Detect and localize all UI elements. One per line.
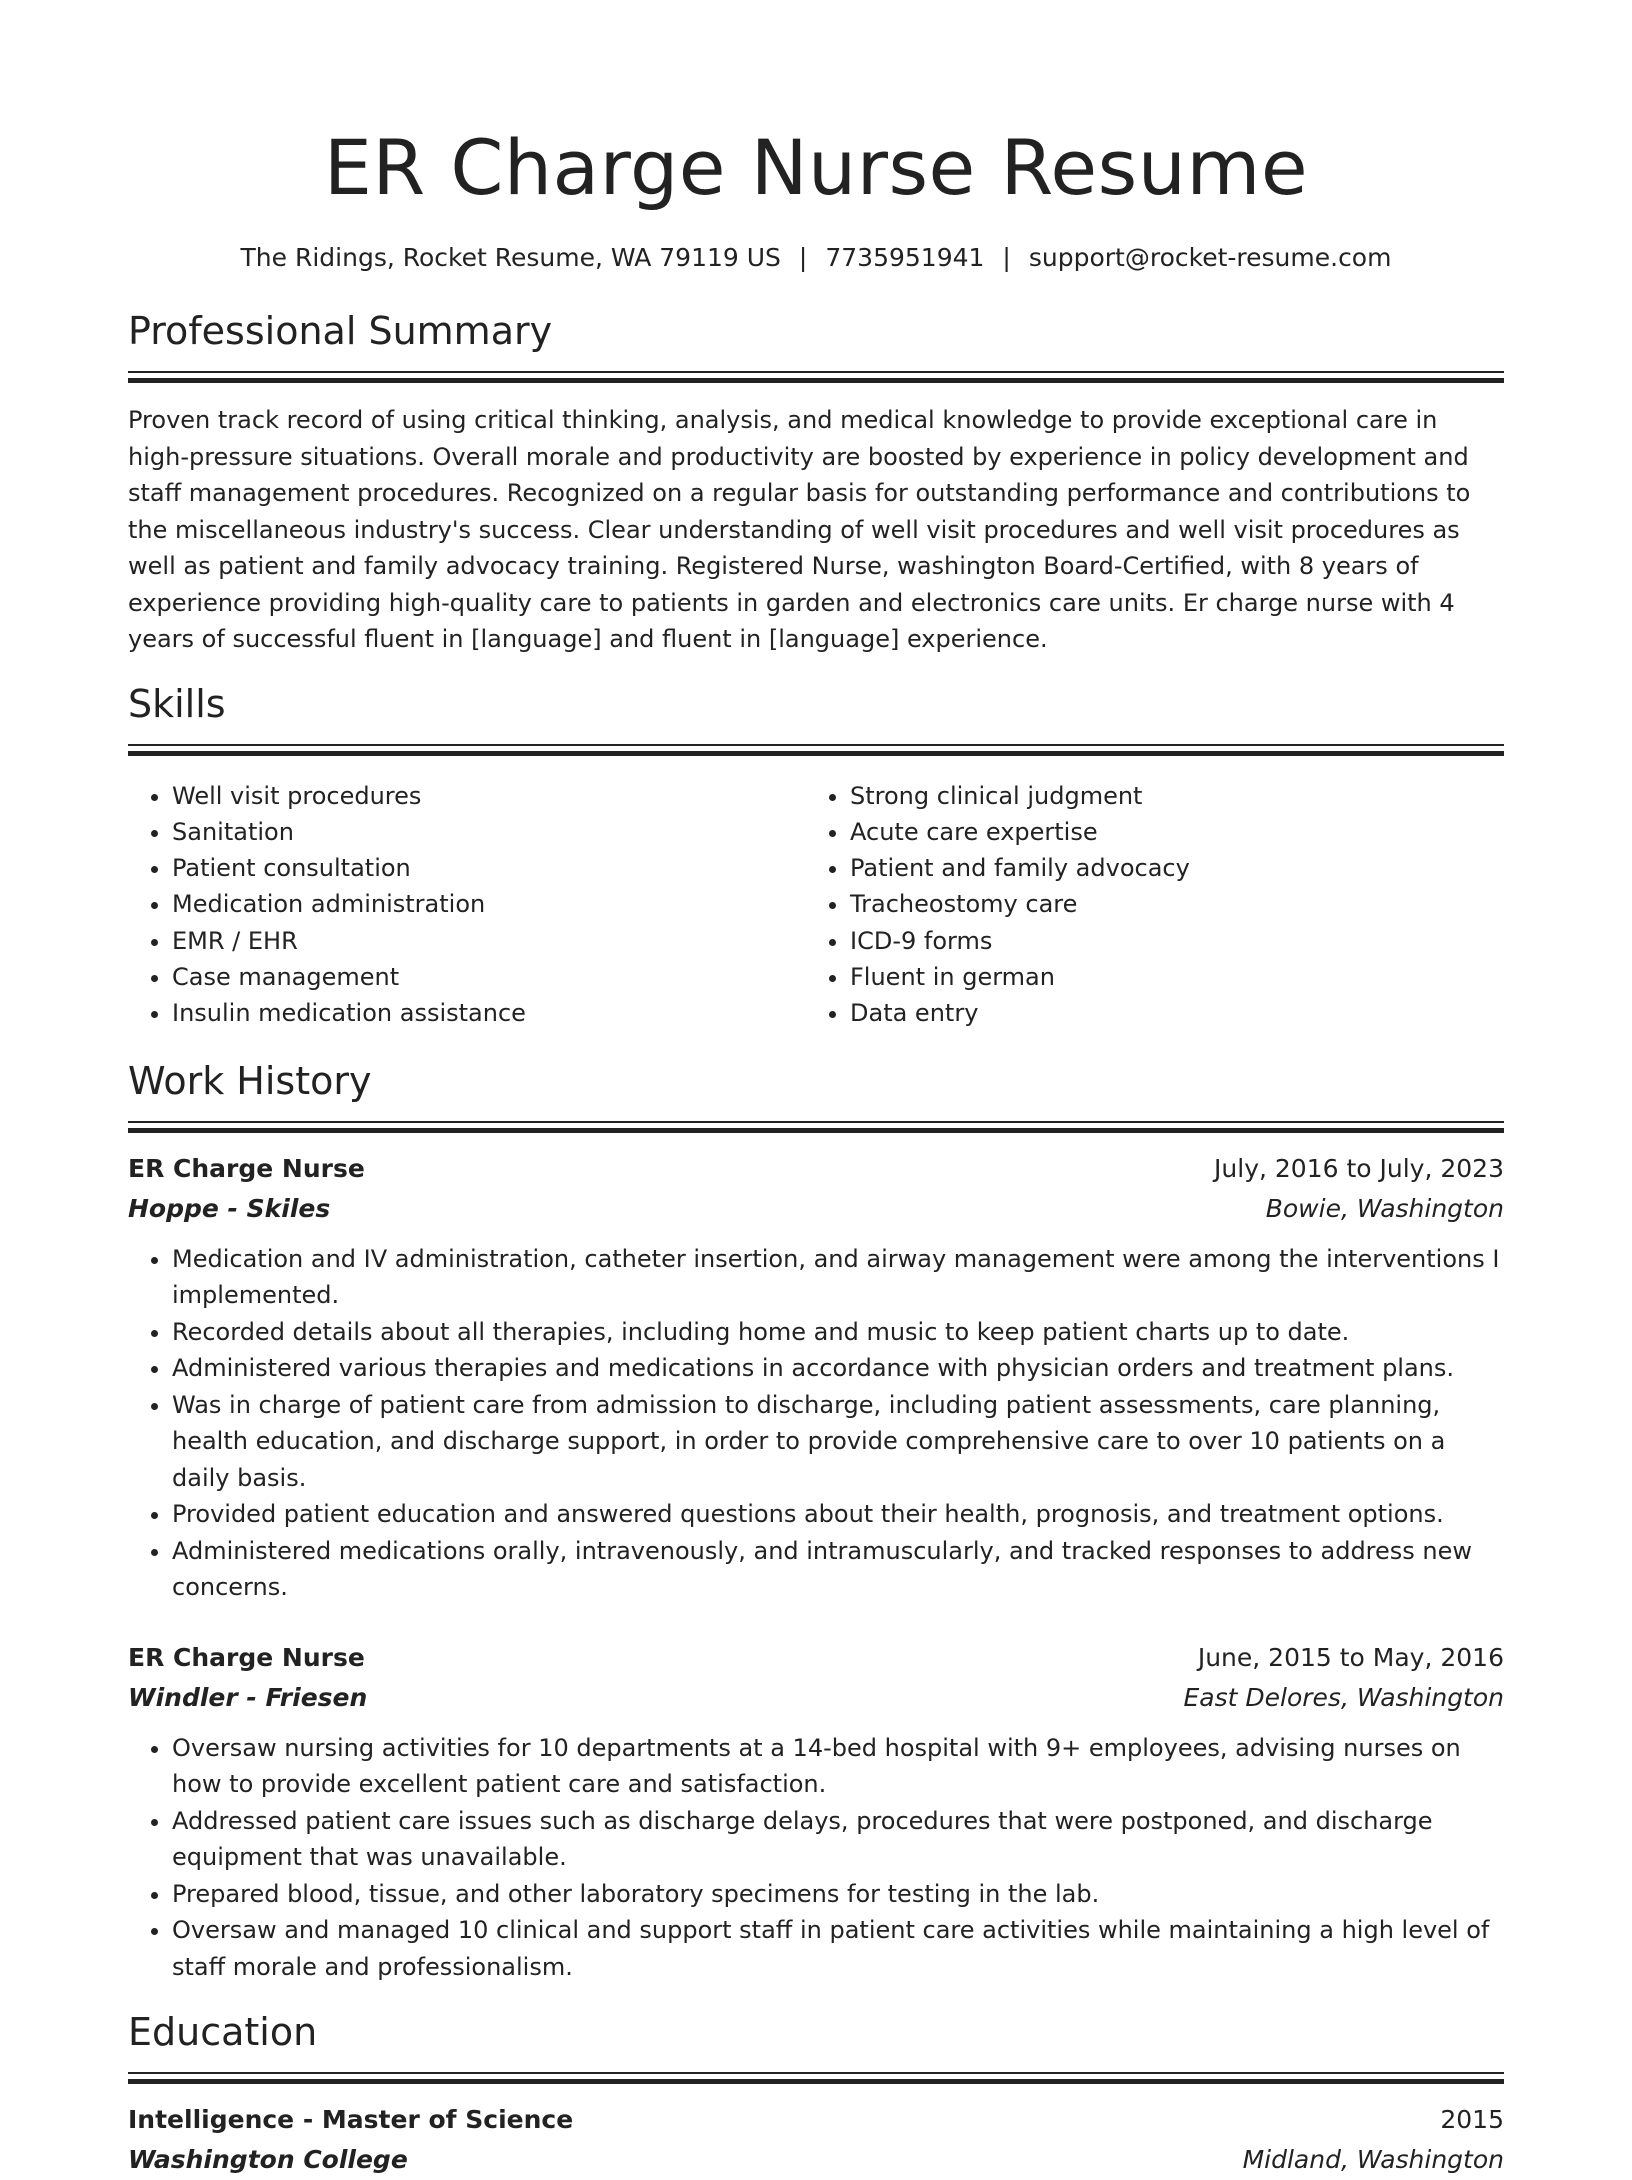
- skill-item: • Patient and family advocacy: [850, 850, 1484, 886]
- summary-text: Proven track record of using critical thinking, analysis, and medical knowledge to provide exceptional care in high-pressure situations. Overall morale and productivity are boosted by experience in policy development and staff management procedures. Recognized on a regular basis for outstanding performance and contributions to the miscellaneous industry's success. Clear understanding of well visit procedures and well visit procedures as well as patient and family advocacy training. Registered Nurse, washington Board-Certified, with 8 years of experience providing high-quality care to patients in garden and electronics care units. Er charge nurse with 4 years of successful fluent in [language] and fluent in [language] experience.: [128, 406, 1471, 653]
- education-subheader: [128, 2140, 1504, 2180]
- resume-content: [128, 0, 1504, 2180]
- skill-item: • Strong clinical judgment: [850, 778, 1484, 814]
- job-dates: June, 2015 to May, 2016: [1197, 1642, 1504, 1672]
- skill-item: • Patient consultation: [172, 850, 806, 886]
- skill-item: • ICD-9 forms: [850, 923, 1484, 959]
- skill-item: • Insulin medication assistance: [172, 995, 806, 1031]
- section-divider: [128, 371, 1504, 385]
- job-subheader: [128, 1678, 1504, 1718]
- skill-item: • Well visit procedures: [172, 778, 806, 814]
- contact-phone: 7735951941: [825, 243, 985, 272]
- job-bullet: • Prepared blood, tissue, and other laboratory specimens for testing in the lab.: [172, 1876, 1504, 1913]
- education-header: [128, 2100, 1504, 2140]
- job-company: Hoppe - Skiles: [128, 1193, 331, 1223]
- skill-item: • Case management: [172, 959, 806, 995]
- skill-item: • Data entry: [850, 995, 1484, 1031]
- job-bullet: • Provided patient education and answered questions about their health, prognosis, and treatment options.: [172, 1496, 1504, 1533]
- section-divider: [128, 1121, 1504, 1135]
- education-location: Midland, Washington: [1242, 2145, 1504, 2175]
- job-bullets: [128, 1241, 1504, 1606]
- section-heading-work: Work History: [128, 1058, 372, 1103]
- skill-item: • Fluent in german: [850, 959, 1484, 995]
- job-bullet: • Recorded details about all therapies, including home and music to keep patient charts up to date.: [172, 1314, 1504, 1351]
- education-entry: [128, 2100, 1504, 2180]
- education-section: [128, 2007, 1504, 2180]
- skills-list-right: [806, 778, 1484, 1032]
- job-bullet: • Addressed patient care issues such as discharge delays, procedures that were postponed, and discharge equipment that was unavailable.: [172, 1803, 1504, 1876]
- job-header: [128, 1149, 1504, 1189]
- job-entry: [128, 1149, 1504, 1606]
- skills-section: [128, 679, 1504, 1032]
- skill-item: • EMR / EHR: [172, 923, 806, 959]
- contact-line: [128, 240, 1504, 276]
- job-bullet: • Oversaw and managed 10 clinical and support staff in patient care activities while maintaining a high level of staff morale and professionalism.: [172, 1912, 1504, 1985]
- skill-item: • Tracheostomy care: [850, 886, 1484, 922]
- section-divider: [128, 744, 1504, 758]
- job-subheader: [128, 1189, 1504, 1229]
- education-year: 2015: [1440, 2105, 1504, 2135]
- work-section: [128, 1056, 1504, 1986]
- section-heading-skills: Skills: [128, 681, 226, 726]
- job-location: East Delores, Washington: [1183, 1682, 1504, 1712]
- job-dates: July, 2016 to July, 2023: [1214, 1153, 1504, 1183]
- job-bullet: • Medication and IV administration, catheter insertion, and airway management were among the interventions I implemented.: [172, 1241, 1504, 1314]
- skills-list-left: [128, 778, 806, 1032]
- job-title: ER Charge Nurse: [128, 1642, 365, 1672]
- skills-columns: [128, 778, 1504, 1032]
- contact-separator: |: [798, 243, 808, 272]
- job-location: Bowie, Washington: [1265, 1193, 1504, 1223]
- job-bullet: • Administered various therapies and medications in accordance with physician orders and treatment plans.: [172, 1350, 1504, 1387]
- resume-title: ER Charge Nurse Resume: [323, 123, 1309, 212]
- section-heading-summary: Professional Summary: [128, 309, 553, 353]
- job-entry: [128, 1638, 1504, 1986]
- summary-section: [128, 306, 1504, 658]
- job-header: [128, 1638, 1504, 1678]
- education-degree: Intelligence - Master of Science: [128, 2105, 574, 2135]
- skill-item: • Sanitation: [172, 814, 806, 850]
- job-bullets: [128, 1730, 1504, 1986]
- job-bullet: • Administered medications orally, intravenously, and intramuscularly, and tracked responses to address new concerns.: [172, 1533, 1504, 1606]
- job-bullet: • Was in charge of patient care from admission to discharge, including patient assessments, care planning, health education, and discharge support, in order to provide comprehensive care to over 10 patients on a daily basis.: [172, 1387, 1504, 1497]
- education-school: Washington College: [128, 2145, 408, 2175]
- section-heading-education: Education: [128, 2010, 318, 2055]
- job-title: ER Charge Nurse: [128, 1153, 365, 1183]
- contact-email: support@rocket-resume.com: [1028, 243, 1392, 272]
- skill-item: • Acute care expertise: [850, 814, 1484, 850]
- skill-item: • Medication administration: [172, 886, 806, 922]
- job-company: Windler - Friesen: [128, 1682, 368, 1712]
- contact-separator: |: [1002, 243, 1011, 272]
- section-divider: [128, 2072, 1504, 2086]
- contact-address: The Ridings, Rocket Resume, WA 79119 US: [240, 243, 781, 272]
- job-bullet: • Oversaw nursing activities for 10 departments at a 14-bed hospital with 9+ employees, advising nurses on how to provide excellent patient care and satisfaction.: [172, 1730, 1504, 1803]
